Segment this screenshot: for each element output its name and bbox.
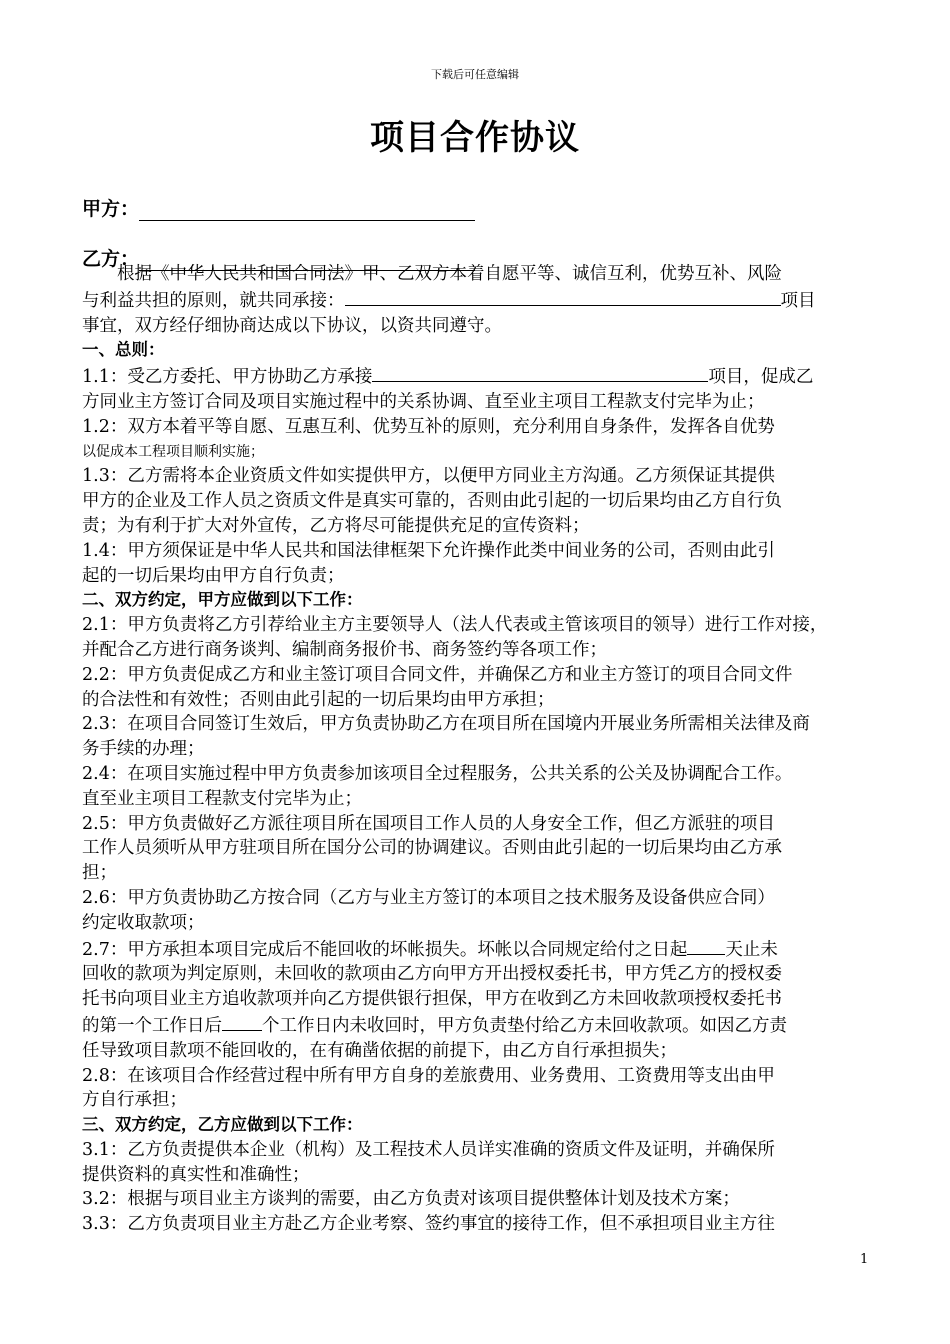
clause-line: 1.4：甲方须保证是中华人民共和国法律框架下允许操作此类中间业务的公司，否则由此引 (82, 540, 775, 561)
project-name-blank[interactable] (345, 287, 781, 306)
agreement-body (82, 262, 882, 1237)
party-b-label: 乙方： (82, 248, 140, 270)
clause-line: 2.5：甲方负责做好乙方派往项目所在国项目工作人员的人身安全工作，但乙方派驻的项目 (82, 813, 775, 834)
clause-line: 1.1：受乙方委托、甲方协助乙方承接 项目，促成乙 (82, 363, 882, 390)
clause-line: 方同业主方签订合同及项目实施过程中的关系协调、直至业主项目工程款支付完毕为止； (82, 391, 765, 412)
clause-line: 直至业主项目工程款支付完毕为止； (82, 788, 362, 809)
clause-line: 2.6：甲方负责协助乙方按合同（乙方与业主方签订的本项目之技术服务及设备供应合同） (82, 887, 775, 908)
party-a-label: 甲方： (82, 198, 140, 220)
clause-line: 2.8：在该项目合作经营过程中所有甲方自身的差旅费用、业务费用、工资费用等支出由甲 (82, 1065, 775, 1086)
section-heading: 二、双方约定，甲方应做到以下工作： (82, 590, 363, 610)
party-a-line (82, 194, 475, 221)
clause-line: 1.2：双方本着平等自愿、互惠互利、优势互补的原则，充分利用自身条件，发挥各自优势 (82, 416, 775, 437)
clause-line: 回收的款项为判定原则，未回收的款项由乙方向甲方开出授权委托书，甲方凭乙方的授权委 (82, 964, 782, 985)
document-title: 项目合作协议 (370, 118, 580, 158)
clause-line: 并配合乙方进行商务谈判、编制商务报价书、商务签约等各项工作； (82, 639, 607, 660)
clause-line: 2.3：在项目合同签订生效后，甲方负责协助乙方在项目所在国境内开展业务所需相关法律及商 (82, 714, 810, 735)
intro-line: 事宜，双方经仔细协商达成以下协议，以资共同遵守。 (82, 315, 502, 336)
clause-line: 方自行承担； (82, 1090, 187, 1111)
intro-line: 根据《中华人民共和国合同法》甲、乙双方本着自愿平等、诚信互利，优势互补、风险 (117, 264, 782, 284)
intro-line: 与利益共担的原则，就共同承接： 项目 (82, 287, 882, 314)
clause-line: 以促成本工程项目顺利实施； (82, 443, 264, 460)
clause-line: 3.3：乙方负责项目业主方赴乙方企业考察、签约事宜的接待工作，但不承担项目业主方往 (82, 1214, 775, 1235)
clause-line: 2.4：在项目实施过程中甲方负责参加该项目全过程服务，公共关系的公关及协调配合工作。 (82, 763, 793, 784)
section-heading: 一、总则： (82, 340, 165, 360)
clause-line: 的合法性和有效性；否则由此引起的一切后果均由甲方承担； (82, 689, 555, 710)
page-number: 1 (860, 1252, 869, 1267)
clause-line: 托书向项目业主方追收款项并向乙方提供银行担保，甲方在收到乙方未回收款项授权委托书 (82, 989, 782, 1010)
clause-line: 1.3：乙方需将本企业资质文件如实提供甲方，以便甲方同业主方沟通。乙方须保证其提供 (82, 466, 775, 487)
clause-line: 责；为有利于扩大对外宣传，乙方将尽可能提供充足的宣传资料； (82, 515, 590, 536)
clause-line: 3.1：乙方负责提供本企业（机构）及工程技术人员详实准确的资质文件及证明，并确保所 (82, 1139, 775, 1160)
clause-line: 工作人员须听从甲方驻项目所在国分公司的协调建议。否则由此引起的一切后果均由乙方承 (82, 838, 782, 859)
clause-line: 起的一切后果均由甲方自行负责； (82, 565, 345, 586)
clause-line: 甲方的企业及工作人员之资质文件是真实可靠的，否则由此引起的一切后果均由乙方自行负 (82, 491, 782, 512)
clause-line: 提供资料的真实性和准确性； (82, 1164, 310, 1185)
clause-line: 任导致项目款项不能回收的，在有确凿依据的前提下，由乙方自行承担损失； (82, 1040, 677, 1061)
clause-line: 担； (82, 863, 117, 884)
clause-line: 2.2：甲方负责促成乙方和业主签订项目合同文件，并确保乙方和业主方签订的项目合同文件 (82, 664, 793, 685)
project-blank[interactable] (372, 363, 708, 382)
section-heading: 三、双方约定，乙方应做到以下工作： (82, 1115, 363, 1135)
clause-line: 3.2：根据与项目业主方谈判的需要，由乙方负责对该项目提供整体计划及技术方案； (82, 1189, 740, 1210)
workdays-blank[interactable] (222, 1012, 262, 1031)
clause-line: 2.7：甲方承担本项目完成后不能回收的坏帐损失。坏帐以合同规定给付之日起 天止未 (82, 936, 882, 963)
header-note: 下载后可任意编辑 (431, 68, 519, 81)
days-blank[interactable] (687, 936, 725, 955)
party-a-blank[interactable] (139, 202, 475, 221)
clause-line: 的第一个工作日后 个工作日内未收回时，甲方负责垫付给乙方未回收款项。如因乙方责 (82, 1012, 882, 1039)
clause-line: 约定收取款项； (82, 912, 205, 933)
clause-line: 2.1：甲方负责将乙方引荐给业主方主要领导人（法人代表或主管该项目的领导）进行工作对接， (82, 615, 828, 636)
clause-line: 务手续的办理； (82, 739, 205, 760)
